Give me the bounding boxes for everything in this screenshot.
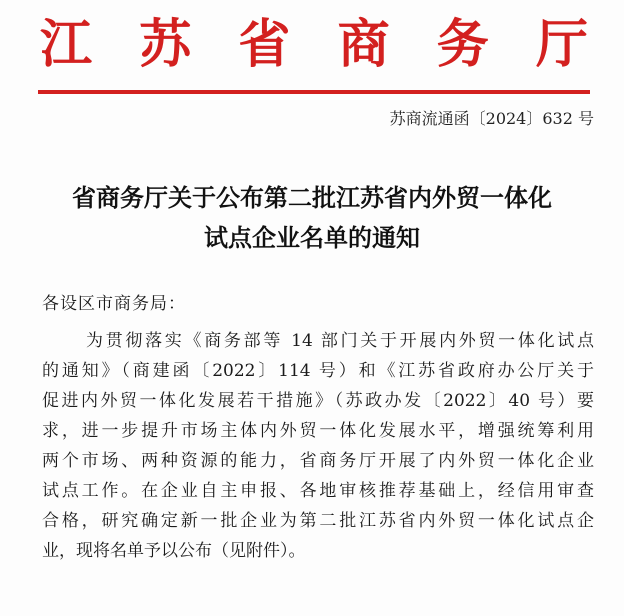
letterhead-char: 省 [238,14,291,75]
letterhead-char: 商 [337,14,390,75]
letterhead-char: 江 [40,14,93,75]
body-line: 两个市场、两种资源的能力，省商务厅开展了内外贸一体化企业 [42,451,594,471]
document-number: 苏商流通函〔2024〕632 号 [389,109,594,128]
letterhead-char: 务 [436,14,489,75]
letterhead-char: 厅 [535,14,588,75]
letterhead-char: 苏 [139,14,192,75]
body-line: 合格，研究确定新一批企业为第二批江苏省内外贸一体化试点企 [42,511,594,531]
letterhead-org-name [40,14,588,76]
document-title [20,178,604,258]
salutation: 各设区市商务局： [42,294,186,314]
body-line: 试点工作。在企业自主申报、各地审核推荐基础上，经信用审查 [42,481,594,501]
letterhead-red-rule [38,90,590,94]
body-line: 的通知》（商建函〔2022〕114 号）和《江苏省政府办公厅关于 [42,361,594,381]
body-line: 业，现将名单予以公布（见附件）。 [42,541,306,561]
body-paragraph [42,326,594,566]
body-line: 促进内外贸一体化发展若干措施》（苏政办发〔2022〕40 号）要 [42,391,594,411]
body-line: 求，进一步提升市场主体内外贸一体化发展水平，增强统筹利用 [42,421,594,441]
title-line: 试点企业名单的通知 [204,224,420,252]
body-line: 为贯彻落实《商务部等 14 部门关于开展内外贸一体化试点 [86,331,594,351]
title-line: 省商务厅关于公布第二批江苏省内外贸一体化 [72,184,552,212]
